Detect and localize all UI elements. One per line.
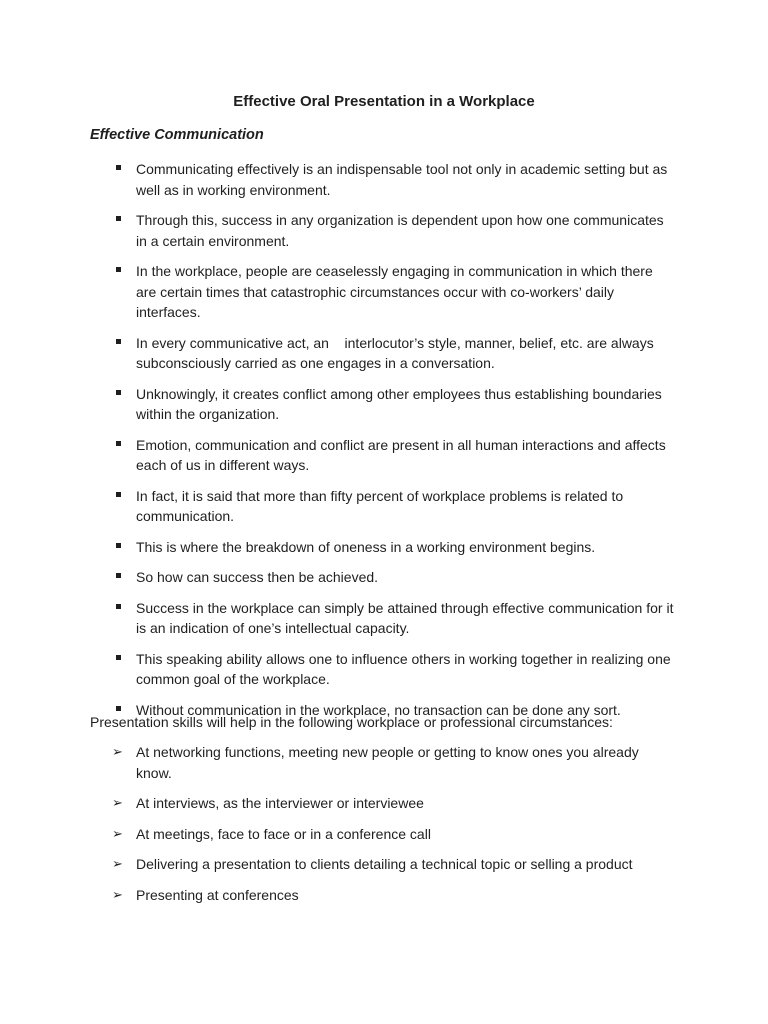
arrow-bullet-icon: ➢ xyxy=(112,856,123,871)
square-bullet-icon xyxy=(116,655,121,660)
arrow-bullet-icon: ➢ xyxy=(112,825,123,841)
list-item xyxy=(0,537,676,558)
square-bullet-icon xyxy=(116,390,121,395)
square-bullet-icon xyxy=(116,216,121,221)
list-item xyxy=(0,598,676,639)
list-item xyxy=(0,824,676,845)
list-item-text: So how can success then be achieved. xyxy=(136,569,379,585)
list-item-text: Presenting at conferences xyxy=(136,886,299,903)
list-item-text: This is where the breakdown of oneness in a working environment begins. xyxy=(136,538,596,555)
list-item xyxy=(0,742,676,783)
list-item-text: Emotion, communication and conflict are present in all human interactions and affects each of us in different ways. xyxy=(136,436,666,473)
list-item xyxy=(0,486,676,527)
list-item-text: Without communication in the workplace, no transaction can be done any sort. xyxy=(136,701,621,718)
communication-points-list xyxy=(0,159,676,730)
list-item xyxy=(0,649,676,690)
list-item-text: At meetings, face to face or in a conference call xyxy=(136,825,431,842)
list-item-text: Through this, success in any organization is dependent upon how one communicates in a certain environment. xyxy=(136,212,664,249)
square-bullet-icon xyxy=(116,492,121,497)
list-item-text: Success in the workplace can simply be attained through effective communication for it is an indication of one’s intellectual capacity. xyxy=(136,599,674,636)
list-item xyxy=(0,435,676,476)
list-item-text: In every communicative act, an interlocutor’s style, manner, belief, etc. are always subconsciously carried as one engages in a conversation. xyxy=(136,334,658,371)
list-item-text: Communicating effectively is an indispensable tool not only in academic setting but as well as in working environment. xyxy=(136,161,668,198)
list-item-text: Delivering a presentation to clients detailing a technical topic or selling a product xyxy=(136,856,633,872)
list-item xyxy=(0,210,676,251)
circumstances-list xyxy=(0,742,676,915)
list-item-text: In fact, it is said that more than fifty percent of workplace problems is related to communication. xyxy=(136,487,624,524)
section-heading: Effective Communication xyxy=(90,127,264,143)
arrow-bullet-icon: ➢ xyxy=(112,886,123,902)
list-item-text: At networking functions, meeting new people or getting to know ones you already know. xyxy=(136,744,639,781)
arrow-bullet-icon: ➢ xyxy=(112,795,123,810)
square-bullet-icon xyxy=(116,441,121,446)
square-bullet-icon xyxy=(116,339,121,344)
square-bullet-icon xyxy=(116,604,121,609)
square-bullet-icon xyxy=(116,165,121,170)
list-item-text: Unknowingly, it creates conflict among other employees thus establishing boundaries within the organization. xyxy=(136,385,662,422)
list-item xyxy=(0,854,676,875)
list-item xyxy=(0,159,676,200)
square-bullet-icon xyxy=(116,706,121,711)
list-item xyxy=(0,793,676,814)
list-item-text: This speaking ability allows one to influence others in working together in realizing one common goal of the workplace. xyxy=(136,650,671,687)
square-bullet-icon xyxy=(116,543,121,548)
list-item xyxy=(0,333,676,374)
page-title: Effective Oral Presentation in a Workplace xyxy=(233,93,535,110)
arrow-bullet-icon: ➢ xyxy=(112,744,123,759)
list-item-text: In the workplace, people are ceaselessly engaging in communication in which there are certain times that catastrophic circumstances occur with co-workers’ daily interfaces. xyxy=(136,263,653,320)
list-item xyxy=(0,885,676,906)
list-item xyxy=(0,567,676,588)
list-item-text: At interviews, as the interviewer or interviewee xyxy=(136,795,424,811)
square-bullet-icon xyxy=(116,267,121,272)
list-item xyxy=(0,261,676,323)
circumstances-intro: Presentation skills will help in the following workplace or professional circumstances: xyxy=(90,714,613,730)
list-item xyxy=(0,384,676,425)
square-bullet-icon xyxy=(116,573,121,578)
